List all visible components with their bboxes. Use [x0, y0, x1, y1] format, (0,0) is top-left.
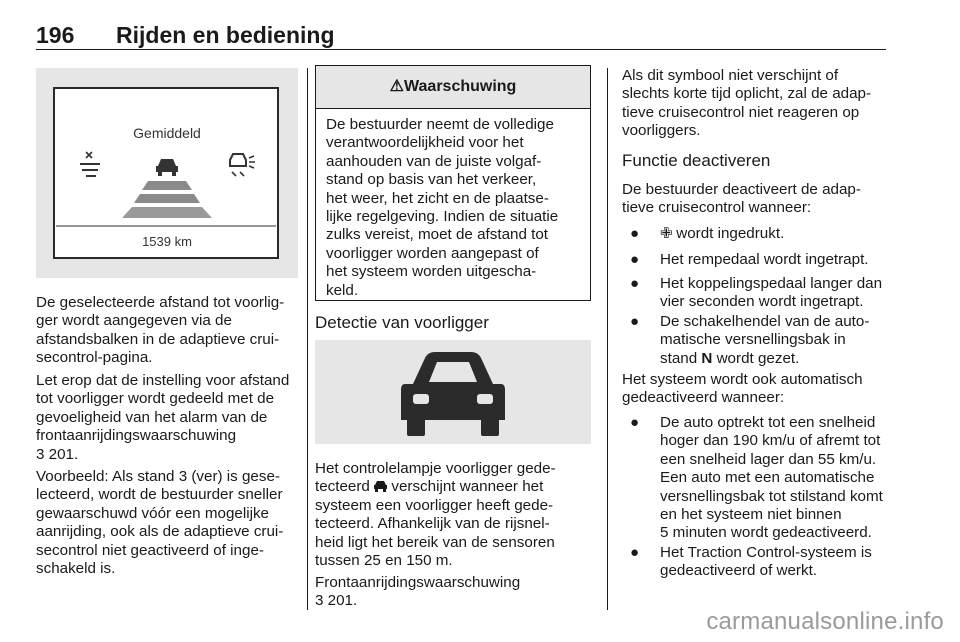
- warning-title: Waarschuwing: [404, 78, 517, 95]
- col1-paragraph-3: Voorbeeld: Als stand 3 (ver) is gese- lecteerd, wordt de bestuurder sneller gewaarschuwd vóór een mogelijke aanrijding, ook als de adaptieve crui- secontrol niet geactiveerd of inge- schakeld is.: [36, 468, 284, 578]
- distance-bar-1: [142, 181, 192, 190]
- warning-triangle-icon: ⚠: [389, 78, 405, 95]
- column-divider: [607, 68, 608, 610]
- col2-paragraph-2: Frontaanrijdingswaarschuwing 3 201.: [315, 574, 521, 610]
- vehicle-detected-figure: [315, 340, 591, 444]
- section-heading-detection: Detectie van voorligger: [315, 313, 489, 332]
- car-front-large-icon: [315, 340, 591, 444]
- col1-paragraph-1: De geselecteerde afstand tot voorlig- ger wordt aangegeven via de afstandsbalken in de adaptieve crui- secontrol-pagina.: [36, 294, 285, 367]
- distance-bar-2: [134, 194, 200, 203]
- header-rule: [36, 49, 886, 50]
- col3-paragraph-3: Het systeem wordt ook automatisch gedeactiveerd wanneer:: [622, 371, 863, 407]
- distance-bar-3: [122, 207, 212, 218]
- acc-display-figure: [36, 68, 298, 278]
- col2-paragraph-1: Het controlelampje voorligger gede- tecteerd verschijnt wanneer het systeem een voorligger heeft gede- tecteerd. Afhankelijk van de rijsnel- heid ligt het bereik van de sensoren tussen 25 en 150 m.: [315, 460, 556, 570]
- section-heading-deactivate: Functie deactiveren: [622, 151, 771, 170]
- col3-paragraph-2: De bestuurder deactiveert de adap- tieve cruisecontrol wanneer:: [622, 181, 861, 217]
- warning-body: De bestuurder neemt de volledige verantwoordelijkheid voor het aanhouden van de juiste volgaf- stand op basis van het verkeer, het weer, het zicht en de plaatse- lijke regelgeving. Indien de situatie zulks vereist, moet de afstand tot voorligger worden aangepast of het systeem worden uitgescha- keld.: [326, 116, 559, 299]
- page-number: 196: [36, 22, 75, 48]
- display-distance: 1539 km: [142, 234, 192, 249]
- acc-off-icon: ✙: [660, 225, 673, 242]
- car-inline-icon: [374, 479, 387, 489]
- display-label: Gemiddeld: [133, 125, 201, 141]
- acc-display-illustration: [36, 68, 298, 278]
- column-divider: [307, 68, 308, 610]
- col3-paragraph-1: Als dit symbool niet verschijnt of slechts korte tijd oplicht, zal de adap- tieve cruisecontrol niet reageren op voorliggers.: [622, 67, 872, 140]
- watermark: carmanualsonline.info: [706, 608, 944, 635]
- warning-header: [316, 66, 590, 109]
- warning-box: [315, 65, 591, 301]
- page-header: [36, 22, 886, 50]
- col1-paragraph-2: Let erop dat de instelling voor afstand tot voorligger wordt gedeeld met de gevoeligheid van het alarm van de frontaanrijdingswaarschuwing 3 201.: [36, 372, 290, 463]
- page-title: Rijden en bediening: [116, 22, 335, 48]
